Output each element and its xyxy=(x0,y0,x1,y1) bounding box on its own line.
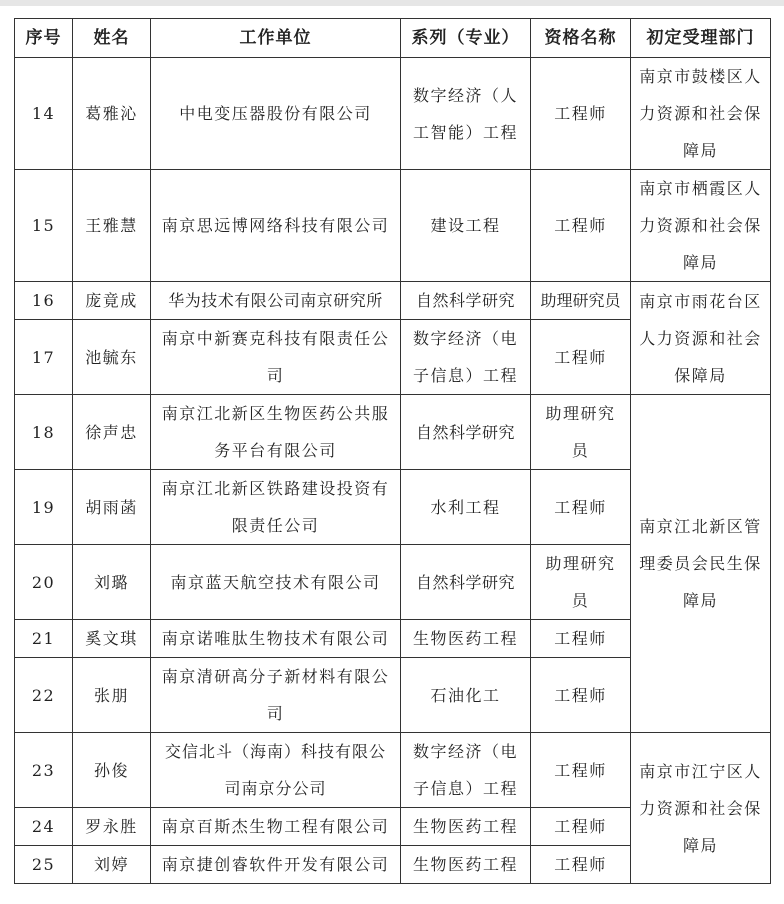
table-row xyxy=(15,395,771,470)
row-qual: 工程师 xyxy=(531,846,631,884)
row-name: 池毓东 xyxy=(73,320,151,395)
row-qual: 工程师 xyxy=(531,658,631,733)
row-org: 中电变压器股份有限公司 xyxy=(151,58,401,170)
row-org: 交信北斗（海南）科技有限公司南京分公司 xyxy=(151,733,401,808)
row-number: 19 xyxy=(15,470,73,545)
row-number: 23 xyxy=(15,733,73,808)
row-series: 水利工程 xyxy=(401,470,531,545)
row-number: 25 xyxy=(15,846,73,884)
row-org: 南京百斯杰生物工程有限公司 xyxy=(151,808,401,846)
row-number: 20 xyxy=(15,545,73,620)
header-num: 序号 xyxy=(15,19,73,58)
row-qual: 助理研究员 xyxy=(531,282,631,320)
row-department: 南京江北新区管理委员会民生保障局 xyxy=(631,395,771,733)
row-series: 生物医药工程 xyxy=(401,808,531,846)
row-qual: 工程师 xyxy=(531,58,631,170)
row-name: 胡雨菡 xyxy=(73,470,151,545)
row-department: 南京市雨花台区人力资源和社会保障局 xyxy=(631,282,771,395)
header-series: 系列（专业） xyxy=(401,19,531,58)
row-qual: 工程师 xyxy=(531,170,631,282)
row-org: 南京思远博网络科技有限公司 xyxy=(151,170,401,282)
row-number: 17 xyxy=(15,320,73,395)
header-org: 工作单位 xyxy=(151,19,401,58)
header-dept: 初定受理部门 xyxy=(631,19,771,58)
row-series: 建设工程 xyxy=(401,170,531,282)
table-row xyxy=(15,58,771,170)
row-number: 15 xyxy=(15,170,73,282)
row-org: 南京江北新区生物医药公共服务平台有限公司 xyxy=(151,395,401,470)
row-org: 华为技术有限公司南京研究所 xyxy=(151,282,401,320)
row-name: 徐声忠 xyxy=(73,395,151,470)
row-name: 奚文琪 xyxy=(73,620,151,658)
row-number: 21 xyxy=(15,620,73,658)
row-department: 南京市栖霞区人力资源和社会保障局 xyxy=(631,170,771,282)
row-series: 数字经济（电子信息）工程 xyxy=(401,733,531,808)
row-name: 葛雅沁 xyxy=(73,58,151,170)
row-qual: 工程师 xyxy=(531,808,631,846)
row-org: 南京中新赛克科技有限责任公司 xyxy=(151,320,401,395)
row-series: 石油化工 xyxy=(401,658,531,733)
table-row xyxy=(15,282,771,320)
row-number: 22 xyxy=(15,658,73,733)
row-name: 刘婷 xyxy=(73,846,151,884)
row-name: 孙俊 xyxy=(73,733,151,808)
row-series: 数字经济（电子信息）工程 xyxy=(401,320,531,395)
row-qual: 工程师 xyxy=(531,320,631,395)
row-department: 南京市鼓楼区人力资源和社会保障局 xyxy=(631,58,771,170)
row-org: 南京捷创睿软件开发有限公司 xyxy=(151,846,401,884)
row-series: 自然科学研究 xyxy=(401,395,531,470)
row-number: 14 xyxy=(15,58,73,170)
top-gray-bar xyxy=(0,0,784,6)
row-org: 南京蓝天航空技术有限公司 xyxy=(151,545,401,620)
row-name: 张朋 xyxy=(73,658,151,733)
row-qual: 工程师 xyxy=(531,620,631,658)
row-department: 南京市江宁区人力资源和社会保障局 xyxy=(631,733,771,884)
row-number: 24 xyxy=(15,808,73,846)
staff-qualification-table xyxy=(14,18,771,884)
header-qual: 资格名称 xyxy=(531,19,631,58)
row-series: 自然科学研究 xyxy=(401,282,531,320)
row-qual: 工程师 xyxy=(531,733,631,808)
table-row xyxy=(15,733,771,808)
row-series: 生物医药工程 xyxy=(401,620,531,658)
row-name: 罗永胜 xyxy=(73,808,151,846)
row-org: 南京诺唯肽生物技术有限公司 xyxy=(151,620,401,658)
header-name: 姓名 xyxy=(73,19,151,58)
row-series: 自然科学研究 xyxy=(401,545,531,620)
row-name: 王雅慧 xyxy=(73,170,151,282)
row-number: 18 xyxy=(15,395,73,470)
row-qual: 助理研究员 xyxy=(531,545,631,620)
row-number: 16 xyxy=(15,282,73,320)
row-org: 南京清研高分子新材料有限公司 xyxy=(151,658,401,733)
row-org: 南京江北新区铁路建设投资有限责任公司 xyxy=(151,470,401,545)
row-series: 数字经济（人工智能）工程 xyxy=(401,58,531,170)
row-qual: 工程师 xyxy=(531,470,631,545)
header-row xyxy=(15,19,771,58)
row-series: 生物医药工程 xyxy=(401,846,531,884)
row-qual: 助理研究员 xyxy=(531,395,631,470)
row-name: 刘璐 xyxy=(73,545,151,620)
table-row xyxy=(15,170,771,282)
row-name: 庞竟成 xyxy=(73,282,151,320)
